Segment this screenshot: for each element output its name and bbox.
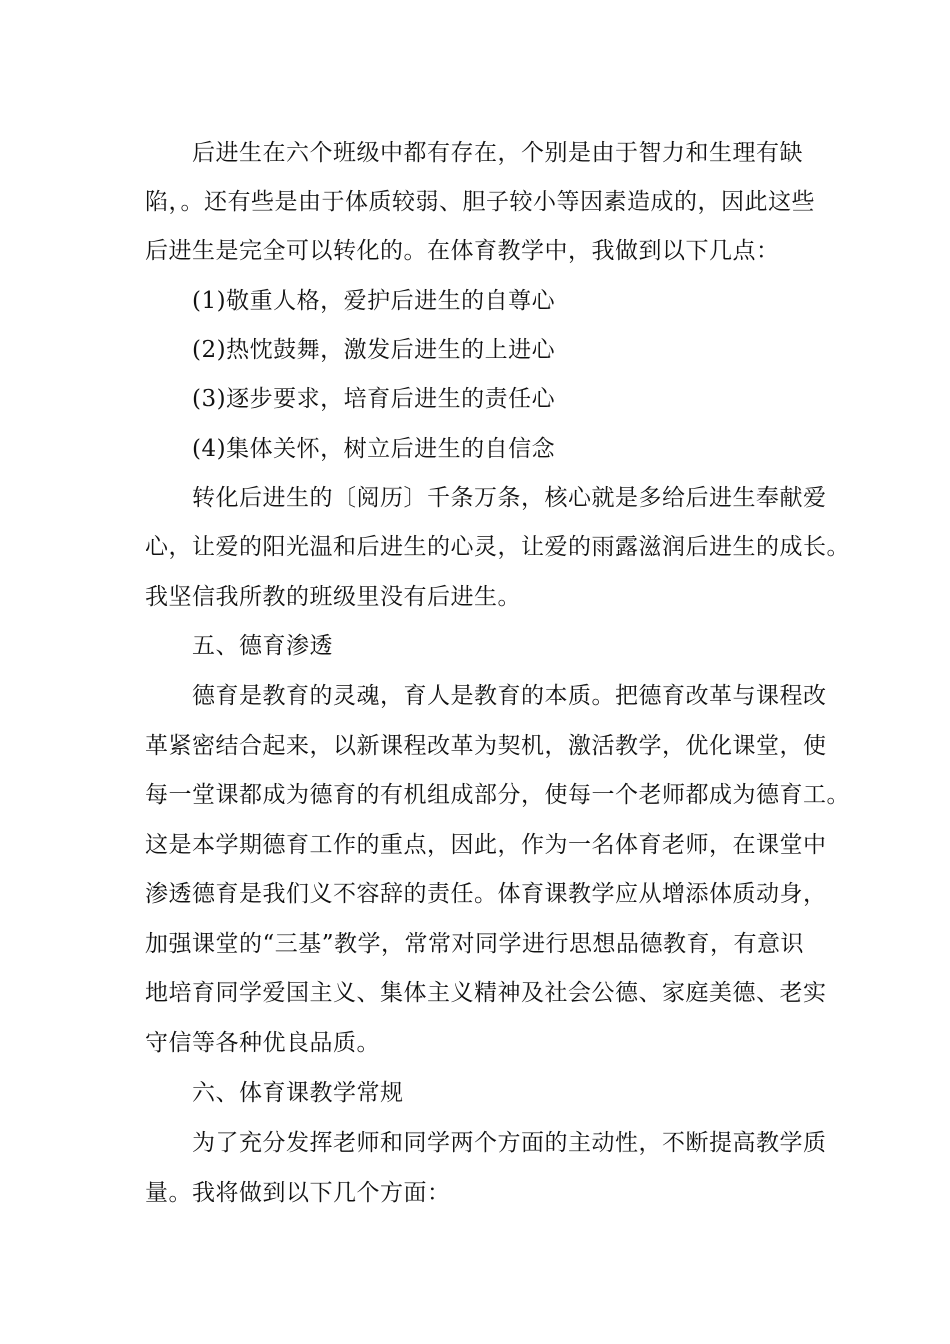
paragraph-line: 心，让爱的阳光温和后进生的心灵，让爱的雨露滋润后进生的成长。 [145,534,850,560]
list-item: (2)热忱鼓舞，激发后进生的上进心 [192,337,556,363]
paragraph-line: 渗透德育是我们义不容辞的责任。体育课教学应从增添体质动身， [145,881,827,907]
section-heading: 五、德育渗透 [192,633,333,659]
paragraph-line: 为了充分发挥老师和同学两个方面的主动性，不断提高教学质 [192,1130,827,1156]
list-item: (1)敬重人格，爱护后进生的自尊心 [192,288,556,314]
paragraph-line: 后进生是完全可以转化的。在体育教学中，我做到以下几点： [145,238,780,264]
list-item: (3)逐步要求，培育后进生的责任心 [192,386,556,412]
paragraph-line: 每一堂课都成为德育的有机组成部分，使每一个老师都成为德育工。 [145,782,850,808]
paragraph-line: 后进生在六个班级中都有存在，个别是由于智力和生理有缺 [192,140,803,166]
paragraph-line: 我坚信我所教的班级里没有后进生。 [145,584,521,610]
paragraph-line: 革紧密结合起来，以新课程改革为契机，激活教学，优化课堂，使 [145,733,827,759]
paragraph-line: 加强课堂的“三基”教学，常常对同学进行思想品德教育，有意识 [145,931,805,957]
paragraph-line: 守信等各种优良品质。 [145,1030,380,1056]
section-heading: 六、体育课教学常规 [192,1080,404,1106]
paragraph-line: 转化后进生的〔阅历〕千条万条，核心就是多给后进生奉献爱 [192,485,827,511]
list-item: (4)集体关怀，树立后进生的自信念 [192,436,556,462]
paragraph-line: 地培育同学爱国主义、集体主义精神及社会公德、家庭美德、老实 [145,980,827,1006]
paragraph-line: 量。我将做到以下几个方面： [145,1180,451,1206]
paragraph-line: 这是本学期德育工作的重点，因此，作为一名体育老师，在课堂中 [145,832,827,858]
paragraph-line: 陷，。还有些是由于体质较弱、胆子较小等因素造成的，因此这些 [145,189,815,215]
paragraph-line: 德育是教育的灵魂，育人是教育的本质。把德育改革与课程改 [192,683,827,709]
